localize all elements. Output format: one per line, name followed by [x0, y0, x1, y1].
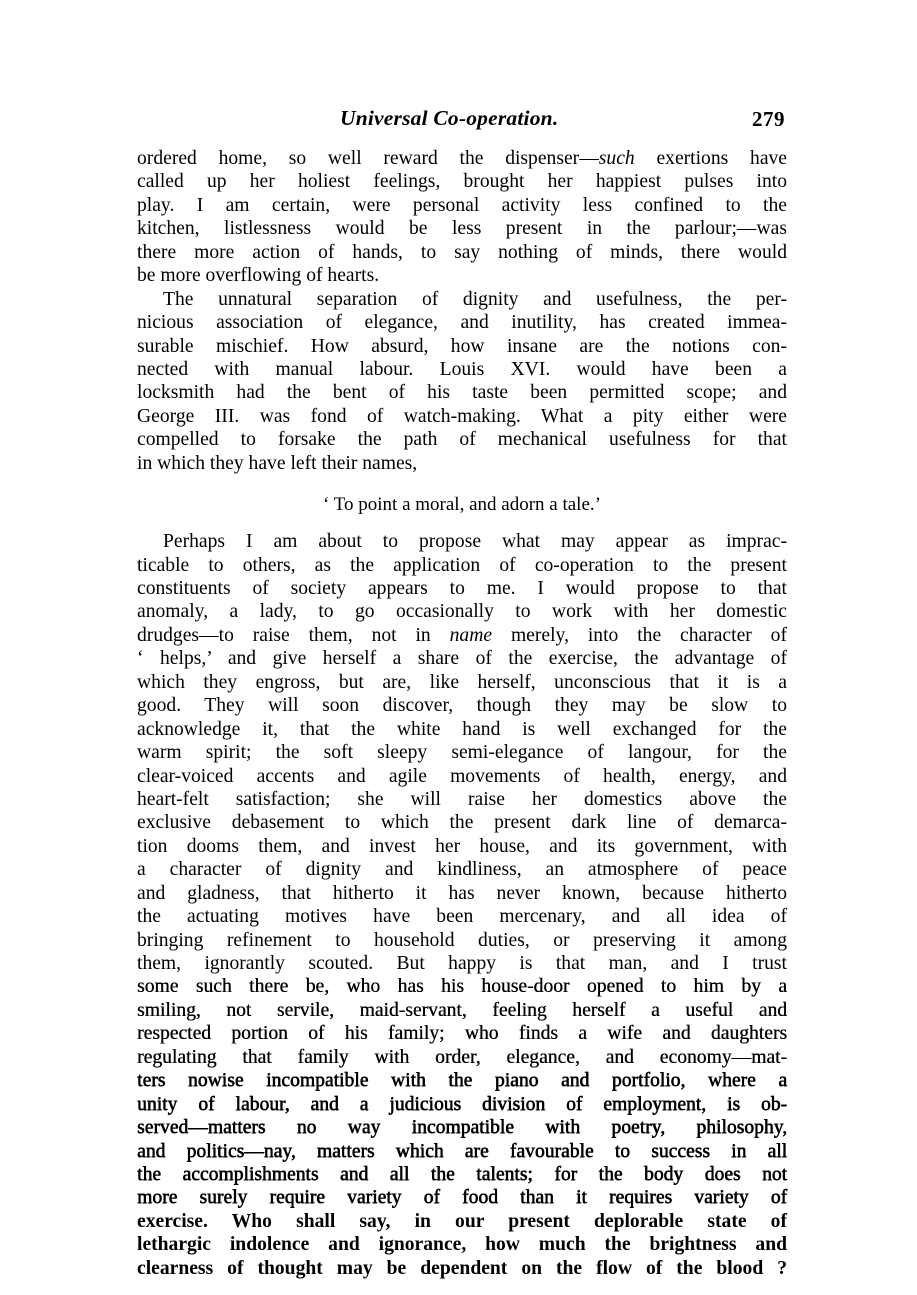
text-line: George III. was fond of watch-making. What a pity either were: [137, 405, 787, 427]
page-number: 279: [752, 107, 785, 131]
text-line: the actuating motives have been mercenary, and all idea of: [137, 906, 787, 928]
paragraph-3: [137, 530, 787, 1280]
block-spacer: [137, 517, 787, 530]
text-line: which they engross, but are, like herself, unconscious that it is a: [137, 671, 787, 693]
text-line: more surely require variety of food than it requires variety of: [137, 1187, 787, 1209]
text-line: respected portion of his family; who finds a wife and daughters: [137, 1023, 787, 1045]
running-head: [137, 106, 785, 136]
text-line: served—matters no way incompatible with poetry, philosophy,: [137, 1117, 787, 1139]
text-line: ticable to others, as the application of co-operation to the present: [137, 554, 787, 576]
text-line: heart-felt satisfaction; she will raise her domestics above the: [137, 788, 787, 810]
italic-word: such: [598, 148, 635, 169]
text-line: The unnatural separation of dignity and usefulness, the per-: [163, 288, 787, 310]
text-line: regulating that family with order, elegance, and economy—mat-: [137, 1046, 787, 1068]
text-line: a character of dignity and kindliness, an atmosphere of peace: [137, 859, 787, 881]
text-line: nected with manual labour. Louis XVI. would have been a: [137, 358, 787, 380]
text-line: clearness of thought may be dependent on the flow of the blood ?: [137, 1257, 787, 1279]
text-line: clear-voiced accents and agile movements of health, energy, and: [137, 765, 787, 787]
text-line: play. I am certain, were personal activity less confined to the: [137, 194, 787, 216]
text-line: and politics—nay, matters which are favourable to success in all: [137, 1140, 787, 1162]
text-line: there more action of hands, to say nothing of minds, there would: [137, 241, 787, 263]
line-fragment: drudges—to raise them, not in: [137, 624, 450, 646]
line-fragment: ordered home, so well reward the dispenser—: [137, 148, 599, 169]
text-line: and gladness, that hitherto it has never known, because hitherto: [137, 882, 787, 904]
text-line: smiling, not servile, maid-servant, feeling herself a useful and: [137, 999, 787, 1021]
text-line: ‘ helps,’ and give herself a share of the exercise, the advantage of: [137, 648, 787, 670]
text-line: the accomplishments and all the talents; for the body does not: [137, 1163, 787, 1185]
text-line: be more overflowing of hearts.: [137, 265, 380, 287]
text-line: some such there be, who has his house-door opened to him by a: [137, 976, 787, 998]
line-fragment: merely, into the character of: [492, 624, 787, 646]
paragraph-1: [137, 147, 787, 288]
italic-word: name: [449, 624, 493, 646]
text-line: Perhaps I am about to propose what may appear as imprac-: [163, 531, 787, 553]
text-line: nicious association of elegance, and inutility, has created immea-: [137, 312, 787, 334]
text-line: constituents of society appears to me. I would propose to that: [137, 578, 787, 599]
paragraph-2: [137, 288, 787, 476]
text-line: compelled to forsake the path of mechanical usefulness for that: [137, 429, 787, 451]
text-line: locksmith had the bent of his taste been permitted scope; and: [137, 382, 787, 404]
block-spacer: [137, 475, 787, 493]
text-line: [137, 624, 787, 647]
line-fragment: exertions have: [634, 148, 788, 169]
text-line: tion dooms them, and invest her house, and its government, with: [137, 835, 787, 857]
text-line: them, ignorantly scouted. But happy is that man, and I trust: [137, 953, 787, 974]
body-text-column: [137, 147, 787, 1280]
verse-quotation: ‘ To point a moral, and adorn a tale.’: [323, 494, 601, 516]
text-line: in which they have left their names,: [137, 452, 418, 474]
text-line: exclusive debasement to which the present dark line of demarca-: [137, 812, 787, 834]
text-line: ters nowise incompatible with the piano and portfolio, where a: [137, 1070, 787, 1092]
text-line: surable mischief. How absurd, how insane are the notions con-: [137, 335, 787, 357]
running-head-title: Universal Co-operation.: [340, 106, 559, 130]
text-line: lethargic indolence and ignorance, how much the brightness and: [137, 1234, 787, 1256]
text-line: anomaly, a lady, to go occasionally to work with her domestic: [137, 601, 787, 623]
text-line: kitchen, listlessness would be less present in the parlour;—was: [137, 218, 787, 240]
text-line: warm spirit; the soft sleepy semi-elegance of langour, for the: [137, 742, 787, 764]
text-line: exercise. Who shall say, in our present deplorable state of: [137, 1210, 787, 1232]
text-line: good. They will soon discover, though they may be slow to: [137, 695, 787, 717]
text-line: bringing refinement to household duties, or preserving it among: [137, 929, 787, 951]
text-line: acknowledge it, that the white hand is well exchanged for the: [137, 718, 787, 740]
text-line: unity of labour, and a judicious division of employment, is ob-: [137, 1093, 787, 1115]
text-line: called up her holiest feelings, brought her happiest pulses into: [137, 171, 787, 193]
text-line: [137, 147, 787, 170]
